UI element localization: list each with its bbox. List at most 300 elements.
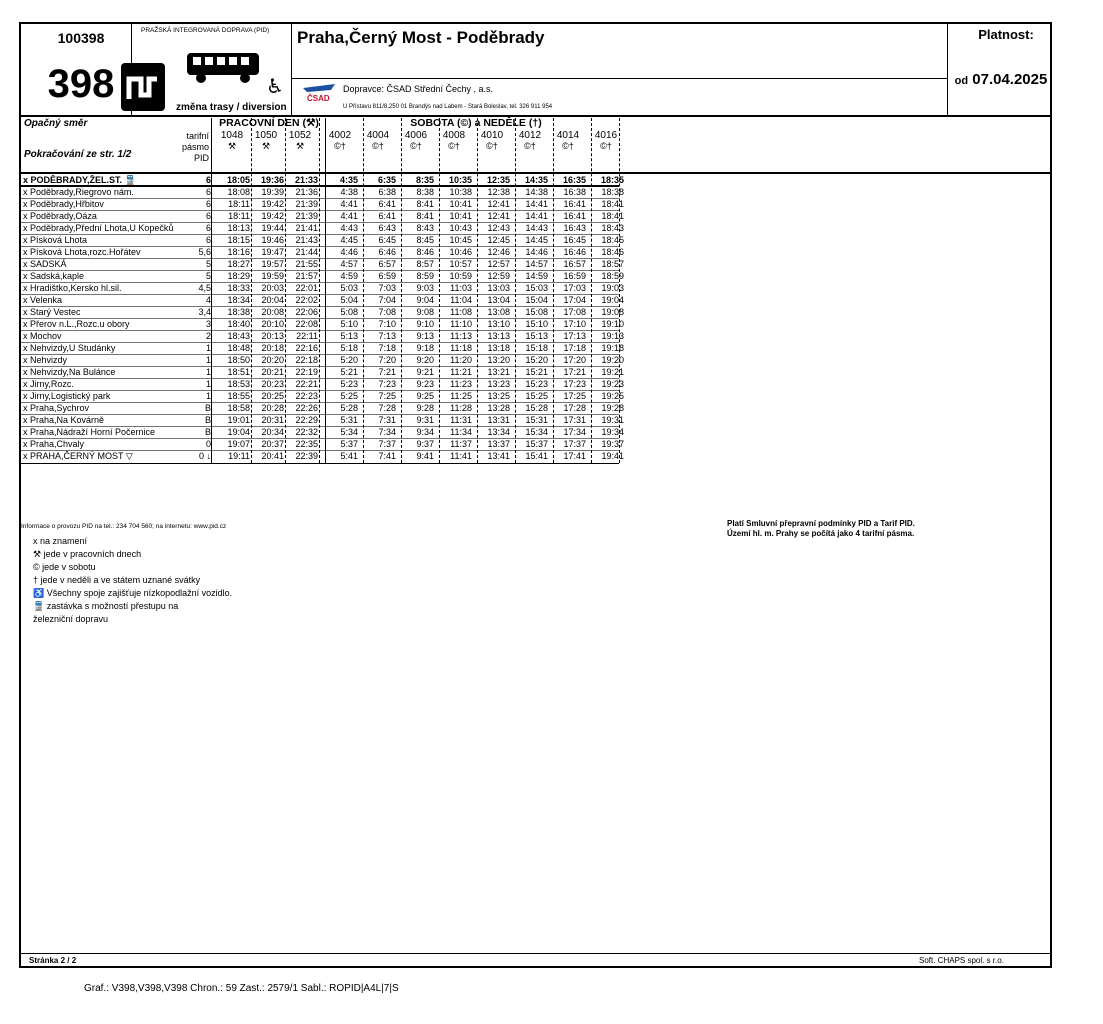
departure-time: 19:59 (261, 271, 284, 281)
stop-name: x Nehvizdy (23, 355, 68, 365)
departure-time: 20:37 (261, 439, 284, 449)
departure-time: 18:38 (601, 187, 624, 197)
departure-time: 13:08 (487, 307, 510, 317)
departure-time: 17:18 (563, 343, 586, 353)
stop-name: x Starý Vestec (23, 307, 81, 317)
departure-time: 9:23 (416, 379, 434, 389)
departure-time: 16:57 (563, 259, 586, 269)
departure-time: 18:29 (227, 271, 250, 281)
departure-time: 9:25 (416, 391, 434, 401)
departure-time: 8:57 (416, 259, 434, 269)
departure-time: 16:38 (563, 187, 586, 197)
departure-time: 17:04 (563, 295, 586, 305)
connection-header (513, 130, 547, 152)
wheelchair-icon: ♿ (266, 74, 284, 98)
departure-time: 12:46 (487, 247, 510, 257)
departure-time: 18:48 (227, 343, 250, 353)
departure-time: 18:35 (600, 175, 624, 185)
departure-time: 15:41 (525, 451, 548, 461)
stop-name: x Poděbrady,Hřbitov (23, 199, 104, 209)
legend-item: železniční dopravu (33, 614, 109, 624)
departure-time: 19:44 (261, 223, 284, 233)
departure-time: 17:03 (563, 283, 586, 293)
validity-label: Platnost: (978, 27, 1034, 42)
legend-item: x na znamení (33, 536, 88, 546)
departure-time: 20:31 (261, 415, 284, 425)
departure-time: 19:57 (261, 259, 284, 269)
departure-time: 11:23 (450, 379, 472, 389)
departure-time: 17:23 (563, 379, 586, 389)
departure-time: 15:34 (525, 427, 548, 437)
departure-time: 11:03 (450, 283, 472, 293)
table-row (21, 367, 624, 379)
legend-item: ⚒ jede v pracovních dnech (33, 549, 142, 559)
departure-time: 13:31 (487, 415, 510, 425)
table-row (21, 175, 624, 187)
info-line: Informace o provozu PID na tel.: 234 704 560; na internetu: www.pid.cz (21, 523, 227, 530)
departure-time: 13:37 (487, 439, 510, 449)
departure-time: 17:25 (563, 391, 586, 401)
departure-time: 6:41 (378, 199, 396, 209)
departure-time: 18:50 (227, 355, 250, 365)
departure-time: 11:18 (450, 343, 472, 353)
stop-name: x SADSKÁ (23, 259, 67, 269)
stop-zone: 2 (205, 331, 211, 341)
table-row (21, 415, 624, 427)
departure-time: 7:41 (378, 451, 396, 461)
departure-time: 13:25 (487, 391, 510, 401)
connection-number: 4004 (366, 130, 390, 141)
connection-number: 1050 (254, 130, 278, 141)
table-row (21, 439, 624, 451)
divider (21, 463, 619, 464)
departure-time: 17:20 (563, 355, 586, 365)
departure-time: 9:04 (416, 295, 434, 305)
departure-time: 4:41 (340, 211, 358, 221)
departure-time: 14:59 (525, 271, 548, 281)
departure-time: 18:05 (226, 175, 250, 185)
carrier-address: U Přístavu 811/8,250 01 Brandýs nad Labem - Stará Boleslav, tel. 326 911 954 (343, 104, 553, 110)
stop-name: x Praha,Na Kovárně (23, 415, 105, 425)
departure-time: 21:36 (295, 187, 318, 197)
connection-number: 1048 (220, 130, 244, 141)
line-number: 398 (47, 62, 115, 106)
validity-date: od 07.04.2025 (954, 71, 1048, 88)
departure-time: 6:43 (378, 223, 396, 233)
departure-time: 5:13 (340, 331, 358, 341)
departure-time: 22:39 (295, 451, 318, 461)
stop-name: x Přerov n.L.,Rozc.u obory (23, 319, 130, 329)
departure-time: 19:01 (227, 415, 250, 425)
timetable-frame (19, 22, 1052, 968)
departure-time: 12:35 (486, 175, 510, 185)
table-row (21, 283, 624, 295)
departure-time: 19:42 (261, 199, 284, 209)
stop-name: x PODĚBRADY,ŽEL.ST. 🚆 (23, 175, 136, 185)
stop-zone: 1 (205, 343, 211, 353)
departure-time: 20:03 (261, 283, 284, 293)
departure-time: 12:45 (487, 235, 510, 245)
departure-time: 10:43 (449, 223, 472, 233)
departure-time: 8:59 (416, 271, 434, 281)
departure-time: 22:23 (295, 391, 318, 401)
table-row (21, 295, 624, 307)
stop-zone: 6 (205, 199, 211, 209)
departure-time: 8:38 (416, 187, 434, 197)
departure-time: 10:59 (449, 271, 472, 281)
legend-item: ♿ Všechny spoje zajišťuje nízkopodlažní vozidlo. (33, 588, 233, 598)
departure-time: 15:28 (525, 403, 548, 413)
departure-time: 19:10 (601, 319, 624, 329)
departure-time: 7:37 (378, 439, 396, 449)
departure-time: 5:31 (340, 415, 358, 425)
departure-time: 8:35 (415, 175, 434, 185)
departure-time: 20:04 (261, 295, 284, 305)
departure-time: 15:31 (525, 415, 548, 425)
departure-time: 6:46 (378, 247, 396, 257)
carrier-name: Dopravce: ČSAD Střední Čechy , a.s. (343, 84, 494, 94)
stop-name: x Písková Lhota,rozc.Hořátev (23, 247, 141, 257)
stop-zone: 3,4 (198, 307, 211, 317)
departure-time: 18:33 (227, 283, 250, 293)
departure-time: 18:08 (227, 187, 250, 197)
departure-time: 16:59 (563, 271, 586, 281)
departure-time: 14:43 (525, 223, 548, 233)
table-row (21, 199, 624, 211)
departure-time: 18:55 (227, 391, 250, 401)
connection-header (283, 130, 317, 152)
departure-time: 18:51 (227, 367, 250, 377)
stop-name: x Sadská,kaple (23, 271, 85, 281)
stop-zone: 6 (205, 187, 211, 197)
departure-time: 15:37 (525, 439, 548, 449)
departure-time: 12:41 (487, 211, 510, 221)
departure-time: 20:13 (261, 331, 284, 341)
departure-time: 11:31 (450, 415, 472, 425)
departure-time: 18:11 (228, 199, 250, 209)
departure-time: 16:45 (563, 235, 586, 245)
software-credit: Soft. CHAPS spol. s r.o. (919, 956, 1004, 965)
connection-number: 4008 (442, 130, 466, 141)
departure-time: 17:21 (563, 367, 586, 377)
stop-zone: 3 (205, 319, 211, 329)
stop-name: x Poděbrady,Přední Lhota,U Kopečků (23, 223, 174, 233)
column-divider (285, 118, 286, 463)
departure-time: 17:28 (563, 403, 586, 413)
departure-time: 5:23 (340, 379, 358, 389)
departure-time: 14:57 (525, 259, 548, 269)
stop-zone: 1 (205, 367, 211, 377)
departure-time: 4:45 (340, 235, 358, 245)
divider (21, 953, 1050, 954)
departure-time: 19:34 (601, 427, 624, 437)
column-divider (251, 118, 252, 463)
connection-symbol: ⚒ (295, 141, 305, 151)
departure-time: 19:07 (227, 439, 250, 449)
connection-symbol: ©† (448, 141, 460, 151)
departure-time: 11:25 (450, 391, 472, 401)
departure-time: 6:45 (378, 235, 396, 245)
departure-time: 22:06 (295, 307, 318, 317)
departure-time: 10:41 (449, 199, 472, 209)
connection-header (475, 130, 509, 152)
departure-time: 10:57 (449, 259, 472, 269)
departure-time: 5:34 (340, 427, 358, 437)
stop-name: x Písková Lhota (23, 235, 88, 245)
connection-symbol: ©† (600, 141, 612, 151)
departure-time: 14:35 (524, 175, 548, 185)
departure-time: 8:41 (416, 199, 434, 209)
departure-time: 4:38 (340, 187, 358, 197)
departure-time: 6:59 (378, 271, 396, 281)
departure-time: 4:46 (340, 247, 358, 257)
departure-time: 19:28 (601, 403, 624, 413)
table-row (21, 343, 624, 355)
departure-time: 18:57 (601, 259, 624, 269)
departure-time: 19:39 (261, 187, 284, 197)
departure-time: 22:02 (295, 295, 318, 305)
connection-symbol: ©† (562, 141, 574, 151)
departure-time: 13:04 (487, 295, 510, 305)
column-divider (211, 118, 212, 463)
departure-time: 9:08 (416, 307, 434, 317)
departure-time: 20:18 (261, 343, 284, 353)
departure-time: 9:34 (416, 427, 434, 437)
departure-time: 17:37 (563, 439, 586, 449)
departure-time: 13:34 (487, 427, 510, 437)
table-row (21, 211, 624, 223)
departure-time: 20:25 (261, 391, 284, 401)
departure-time: 21:57 (295, 271, 318, 281)
departure-time: 8:43 (416, 223, 434, 233)
connection-header (589, 130, 623, 152)
column-divider (363, 118, 364, 463)
departure-time: 7:13 (378, 331, 396, 341)
departure-time: 13:13 (487, 331, 510, 341)
departure-time: 18:41 (601, 199, 624, 209)
departure-time: 4:43 (340, 223, 358, 233)
departure-time: 19:23 (601, 379, 624, 389)
departure-time: 9:03 (416, 283, 434, 293)
connection-symbol: ©† (372, 141, 384, 151)
stop-name: x Nehvizdy,Na Bulánce (23, 367, 116, 377)
column-divider (325, 118, 326, 463)
departure-time: 18:59 (601, 271, 624, 281)
departure-time: 5:28 (340, 403, 358, 413)
departure-time: 7:23 (378, 379, 396, 389)
departure-time: 7:21 (378, 367, 396, 377)
departure-time: 19:25 (601, 391, 624, 401)
departure-time: 19:13 (601, 331, 624, 341)
departure-time: 11:20 (450, 355, 472, 365)
departure-time: 11:37 (450, 439, 472, 449)
stop-name: x Nehvizdy,U Studánky (23, 343, 116, 353)
departure-time: 11:08 (450, 307, 472, 317)
departure-time: 6:35 (377, 175, 396, 185)
departure-time: 11:10 (450, 319, 472, 329)
departure-time: 5:21 (340, 367, 358, 377)
table-row (21, 451, 624, 463)
connection-header (437, 130, 471, 152)
departure-time: 16:41 (563, 199, 586, 209)
departure-time: 12:41 (487, 199, 510, 209)
departure-time: 18:46 (601, 247, 624, 257)
departure-time: 21:33 (294, 175, 318, 185)
departure-time: 6:41 (378, 211, 396, 221)
departure-time: 9:10 (416, 319, 434, 329)
departure-time: 13:41 (487, 451, 510, 461)
departure-time: 5:03 (340, 283, 358, 293)
departure-time: 5:10 (340, 319, 358, 329)
departure-time: 8:41 (416, 211, 434, 221)
departure-time: 20:34 (261, 427, 284, 437)
divider (291, 78, 947, 79)
departure-time: 21:43 (295, 235, 318, 245)
stop-zone: 6 (205, 235, 211, 245)
departure-time: 4:57 (340, 259, 358, 269)
departure-time: 12:59 (487, 271, 510, 281)
connection-number: 4014 (556, 130, 580, 141)
departure-time: 15:08 (525, 307, 548, 317)
departure-time: 10:45 (449, 235, 472, 245)
departure-time: 14:46 (525, 247, 548, 257)
departure-time: 17:10 (563, 319, 586, 329)
departure-time: 16:43 (563, 223, 586, 233)
departure-time: 10:38 (449, 187, 472, 197)
stop-name: x Poděbrady,Oáza (23, 211, 97, 221)
departure-time: 7:04 (378, 295, 396, 305)
stop-zone: B (204, 403, 211, 413)
stop-zone: 5 (205, 259, 211, 269)
svg-text:ČSAD: ČSAD (307, 94, 330, 103)
direction-label: Opačný směr (24, 118, 88, 129)
departure-time: 14:38 (525, 187, 548, 197)
departure-time: 22:01 (295, 283, 318, 293)
stop-zone: B (204, 427, 211, 437)
departure-time: 19:03 (601, 283, 624, 293)
departure-time: 21:41 (295, 223, 318, 233)
connection-number: 4006 (404, 130, 428, 141)
divider (947, 24, 948, 115)
departure-time: 11:28 (450, 403, 472, 413)
departure-time: 16:46 (563, 247, 586, 257)
stop-zone: 1 (205, 391, 211, 401)
departure-time: 7:20 (378, 355, 396, 365)
continuation-label: Pokračování ze str. 1/2 (24, 149, 132, 160)
departure-time: 14:41 (525, 211, 548, 221)
departure-time: 13:03 (487, 283, 510, 293)
departure-time: 15:25 (525, 391, 548, 401)
departure-time: 15:13 (525, 331, 548, 341)
table-row (21, 331, 624, 343)
legend-item: † jede v neděli a ve státem uznané svátky (33, 575, 201, 585)
pid-label: PRAŽSKÁ INTEGROVANÁ DOPRAVA (PID) (141, 27, 270, 34)
departure-time: 18:16 (227, 247, 250, 257)
departure-time: 22:32 (295, 427, 318, 437)
table-row (21, 391, 624, 403)
departure-time: 19:11 (228, 451, 250, 461)
departure-time: 7:08 (378, 307, 396, 317)
departure-time: 8:45 (416, 235, 434, 245)
table-row (21, 259, 624, 271)
departure-time: 13:28 (487, 403, 510, 413)
departure-time: 18:45 (601, 235, 624, 245)
column-divider (553, 118, 554, 463)
departure-time: 17:34 (563, 427, 586, 437)
departure-time: 7:31 (378, 415, 396, 425)
departure-time: 17:13 (563, 331, 586, 341)
departure-time: 22:19 (295, 367, 318, 377)
connection-number: 4016 (594, 130, 618, 141)
departure-time: 15:21 (525, 367, 548, 377)
stop-name: x Praha,Chvaly (23, 439, 85, 449)
departure-time: 22:18 (295, 355, 318, 365)
departure-time: 18:38 (227, 307, 250, 317)
departure-time: 20:08 (261, 307, 284, 317)
departure-time: 5:25 (340, 391, 358, 401)
departure-time: 22:11 (296, 331, 318, 341)
departure-time: 16:35 (562, 175, 586, 185)
departure-time: 13:23 (487, 379, 510, 389)
departure-time: 7:34 (378, 427, 396, 437)
departure-time: 18:58 (227, 403, 250, 413)
departure-time: 9:21 (416, 367, 434, 377)
departure-time: 19:47 (261, 247, 284, 257)
departure-time: 20:10 (261, 319, 284, 329)
departure-time: 19:36 (260, 175, 284, 185)
connection-header (399, 130, 433, 152)
departure-time: 5:20 (340, 355, 358, 365)
column-divider (439, 118, 440, 463)
departure-time: 11:41 (450, 451, 472, 461)
table-row (21, 247, 624, 259)
departure-time: 19:46 (261, 235, 284, 245)
departure-time: 9:31 (416, 415, 434, 425)
departure-time: 18:43 (227, 331, 250, 341)
departure-time: 19:04 (601, 295, 624, 305)
departure-time: 20:20 (261, 355, 284, 365)
departure-time: 18:13 (227, 223, 250, 233)
connection-number: 4012 (518, 130, 542, 141)
graf-line: Graf.: V398,V398,V398 Chron.: 59 Zast.: 2579/1 Sabl.: ROPID|A4L|7|S (84, 983, 399, 994)
departure-time: 22:35 (295, 439, 318, 449)
departure-time: 22:21 (295, 379, 318, 389)
departure-time: 7:10 (378, 319, 396, 329)
departure-time: 15:04 (525, 295, 548, 305)
departure-time: 22:08 (295, 319, 318, 329)
departure-time: 21:39 (295, 211, 318, 221)
divider (21, 172, 1050, 174)
departure-time: 22:26 (295, 403, 318, 413)
departure-time: 19:31 (601, 415, 624, 425)
departure-time: 5:04 (340, 295, 358, 305)
connection-number: 4002 (328, 130, 352, 141)
departure-time: 19:21 (601, 367, 624, 377)
stop-name: x PRAHA,ČERNÝ MOST ▽ (23, 451, 133, 461)
departure-time: 11:13 (450, 331, 472, 341)
departure-time: 10:35 (448, 175, 472, 185)
departure-time: 12:43 (487, 223, 510, 233)
group-workday: PRACOVNÍ DEN (⚒) (219, 117, 319, 129)
column-divider (619, 118, 620, 463)
departure-time: 14:41 (525, 199, 548, 209)
stop-zone: 5,6 (198, 247, 211, 257)
departure-time: 7:28 (378, 403, 396, 413)
departure-time: 18:53 (227, 379, 250, 389)
stop-zone: 6 (205, 211, 211, 221)
departure-time: 15:10 (525, 319, 548, 329)
departure-time: 18:11 (228, 211, 250, 221)
